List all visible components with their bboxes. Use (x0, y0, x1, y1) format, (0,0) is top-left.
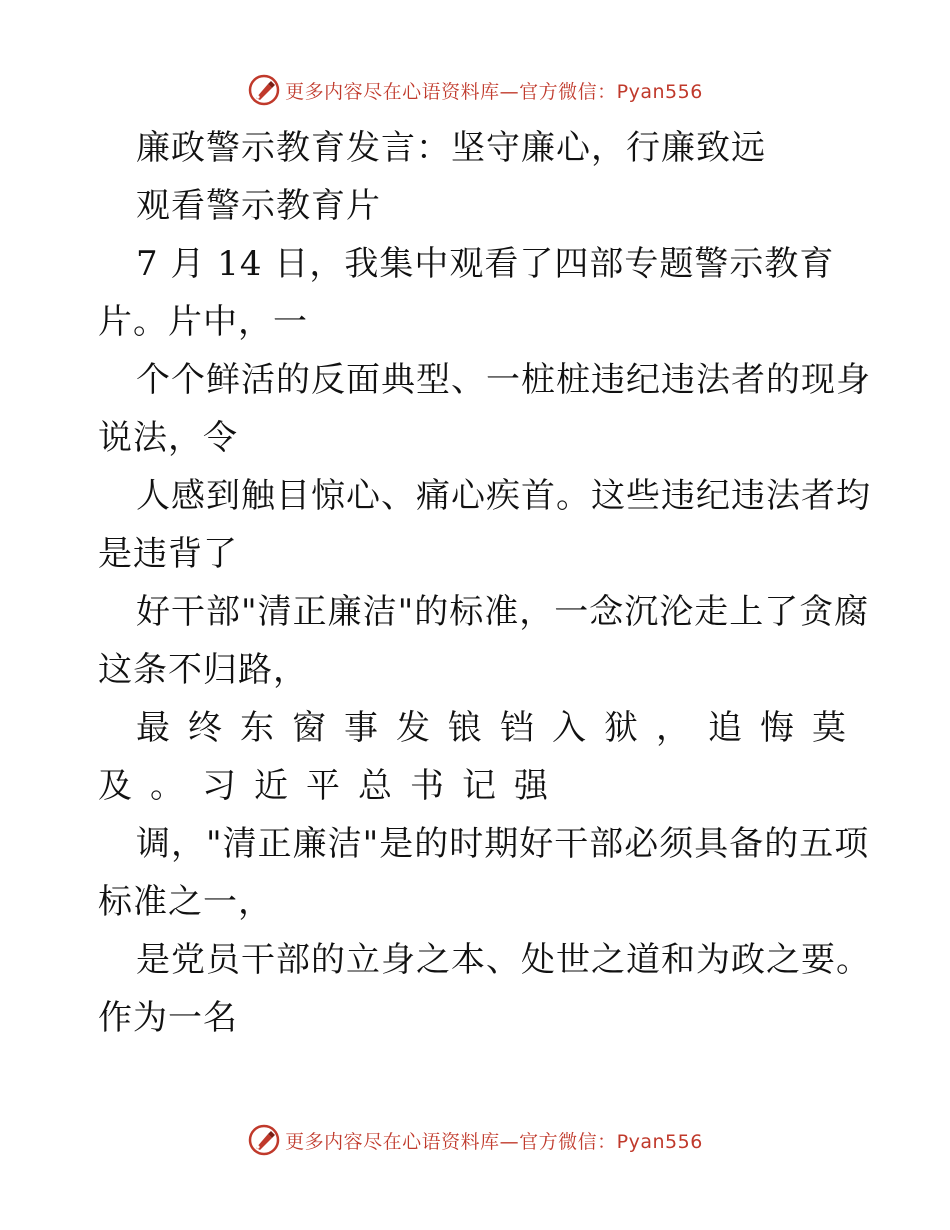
text-line: 片。片中，一 (98, 302, 308, 342)
text-line: 个个鲜活的反面典型、一桩桩违纪违法者的现身 (136, 360, 871, 400)
text-line: 人感到触目惊心、痛心疾首。这些违纪违法者均 (136, 476, 871, 516)
text-line: 是党员干部的立身之本、处世之道和为政之要。 (136, 940, 871, 980)
text-line: 标准之一， (98, 882, 273, 922)
text-line: 7 月 14 日，我集中观看了四部专题警示教育 (136, 244, 835, 284)
text-line: 及。习近平总书记强 (98, 766, 566, 806)
footer-banner (0, 1120, 950, 1160)
text-line: 是违背了 (98, 534, 238, 574)
text-line: 最终东窗事发锒铛入狱，追悔莫 (136, 708, 864, 748)
footer-banner-text: 更多内容尽在心语资料库—官方微信：Pyan556 (285, 1130, 703, 1153)
text-line: 调，"清正廉洁"是的时期好干部必须具备的五项 (136, 824, 870, 864)
pen-logo-icon (247, 1123, 281, 1157)
header-banner-text: 更多内容尽在心语资料库—官方微信：Pyan556 (285, 80, 703, 103)
text-line: 说法，令 (98, 418, 238, 458)
document-title: 廉政警示教育发言：坚守廉心，行廉致远 (136, 128, 766, 168)
text-line: 作为一名 (98, 998, 238, 1038)
text-line: 好干部"清正廉洁"的标准，一念沉沦走上了贪腐 (136, 592, 870, 632)
text-line: 这条不归路， (98, 650, 308, 690)
text-line: 观看警示教育片 (136, 186, 381, 226)
